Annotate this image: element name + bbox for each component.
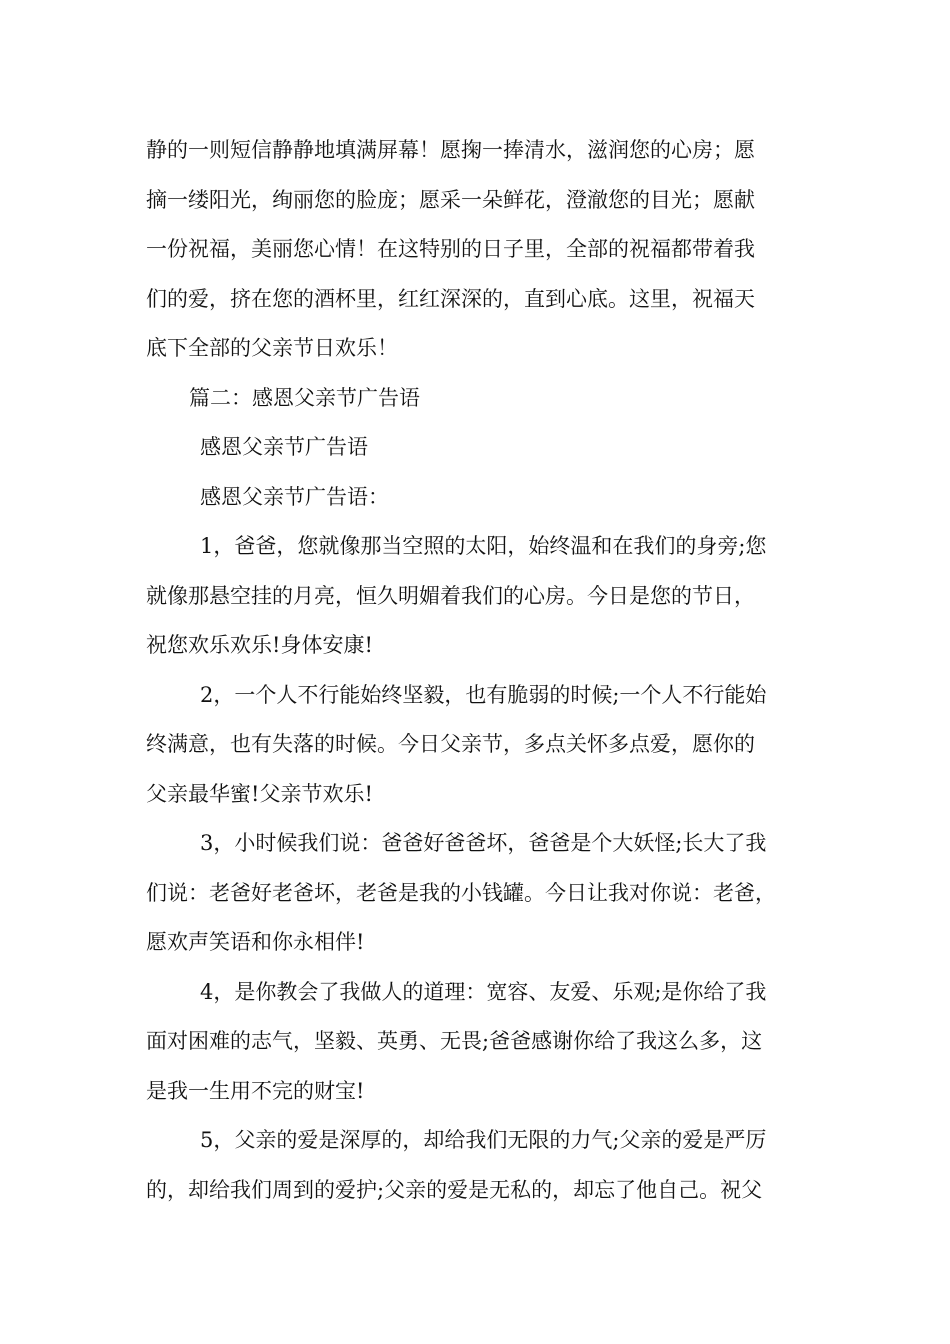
article-title <box>146 423 826 473</box>
list-item-5 <box>146 1116 826 1215</box>
text-line: 2，一个人不行能始终坚毅，也有脆弱的时候;一个人不行能始 <box>200 682 767 707</box>
text-line: 终满意，也有失落的时候。今日父亲节，多点关怀多点爱，愿你的 <box>146 732 755 756</box>
text-line: 的，却给我们周到的爱护;父亲的爱是无私的，却忘了他自己。祝父 <box>146 1177 763 1202</box>
list-intro <box>146 473 826 523</box>
text-line: 感恩父亲节广告语： <box>200 484 389 509</box>
list-item-3 <box>146 819 826 968</box>
text-line: 4，是你教会了我做人的道理：宽容、友爱、乐观;是你给了我 <box>200 979 767 1004</box>
text-line: 1，爸爸，您就像那当空照的太阳，始终温和在我们的身旁;您 <box>200 534 767 558</box>
text-line: 们的爱，挤在您的酒杯里，红红深深的，直到心底。这里，祝福天 <box>146 286 755 311</box>
text-line: 感恩父亲节广告语 <box>200 435 368 459</box>
document-body <box>146 126 826 1215</box>
text-line: 们说：老爸好老爸坏，老爸是我的小钱罐。今日让我对你说：老爸， <box>146 880 776 905</box>
text-line: 就像那悬空挂的月亮，恒久明媚着我们的心房。今日是您的节日， <box>146 583 755 608</box>
text-line: 愿欢声笑语和你永相伴! <box>146 930 365 954</box>
section-heading <box>146 374 826 424</box>
text-line: 3，小时候我们说：爸爸好爸爸坏，爸爸是个大妖怪;长大了我 <box>200 831 767 855</box>
text-line: 面对困难的志气，坚毅、英勇、无畏;爸爸感谢你给了我这么多，这 <box>146 1029 763 1053</box>
text-line: 篇二：感恩父亲节广告语 <box>189 385 420 410</box>
text-line: 祝您欢乐欢乐!身体安康! <box>146 633 373 657</box>
text-line: 父亲最华蜜!父亲节欢乐! <box>146 781 373 806</box>
text-line: 一份祝福，美丽您心情！在这特别的日子里，全部的祝福都带着我 <box>146 237 755 261</box>
text-line: 是我一生用不完的财宝! <box>146 1078 365 1103</box>
text-line: 静的一则短信静静地填满屏幕！愿掬一捧清水，滋润您的心房；愿 <box>146 138 755 162</box>
text-line: 摘一缕阳光，绚丽您的脸庞；愿采一朵鲜花，澄澈您的目光；愿献 <box>146 187 755 212</box>
paragraph-blessing <box>146 126 826 374</box>
list-item-1 <box>146 522 826 671</box>
text-line: 底下全部的父亲节日欢乐！ <box>146 336 398 360</box>
text-line: 5，父亲的爱是深厚的，却给我们无限的力气;父亲的爱是严厉 <box>200 1128 767 1152</box>
list-item-2 <box>146 671 826 820</box>
list-item-4 <box>146 968 826 1117</box>
